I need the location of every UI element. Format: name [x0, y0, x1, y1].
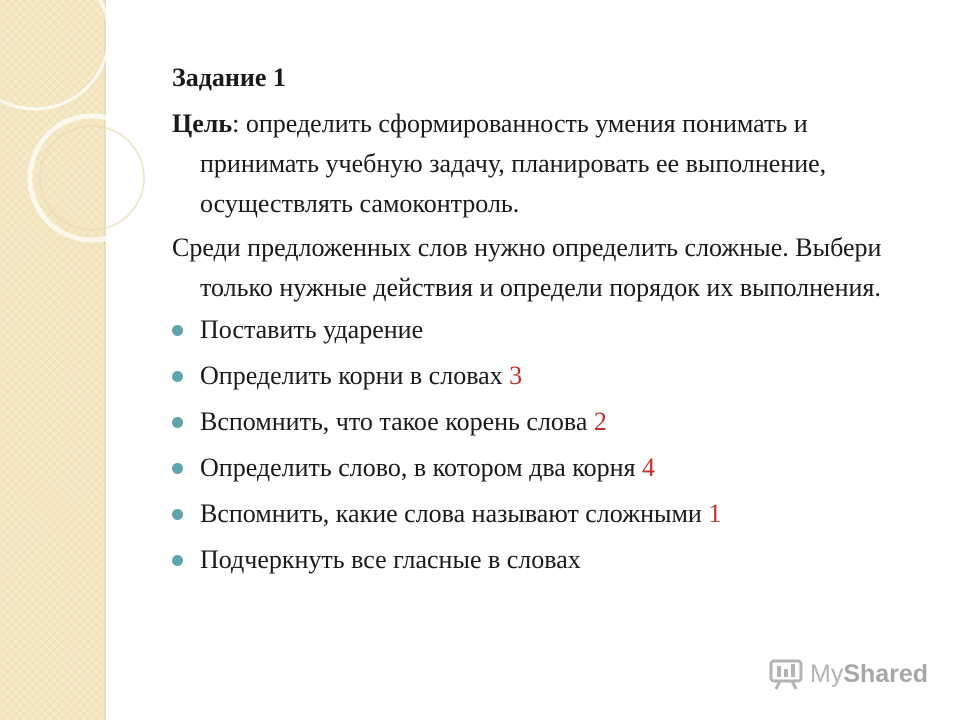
instruction-paragraph: Среди предложенных слов нужно определить сложные. Выбери только нужные действия и определи порядок их выполнения. — [172, 233, 882, 302]
ring-middle — [30, 116, 154, 240]
list-item-text: Вспомнить, какие слова называют сложными — [200, 499, 702, 528]
bullet-dot-icon — [172, 417, 183, 428]
order-number: 1 — [708, 499, 722, 528]
watermark-shared: Shared — [843, 659, 929, 688]
slide-content — [172, 60, 892, 588]
ring-top — [0, 0, 109, 109]
list-item-text: Определить корни в словах — [200, 361, 503, 390]
ring-middle-inner — [40, 126, 144, 230]
list-item — [172, 358, 892, 394]
list-item — [172, 450, 892, 486]
watermark-text — [810, 660, 928, 689]
goal-label: Цель — [172, 109, 233, 138]
goal-paragraph — [172, 104, 892, 224]
list-item-text: Подчеркнуть все гласные в словах — [200, 545, 581, 574]
task-title: Задание 1 — [172, 63, 286, 92]
bullet-dot-icon — [172, 509, 183, 520]
action-list — [172, 312, 892, 578]
list-item — [172, 404, 892, 440]
list-item-text: Поставить ударение — [200, 315, 424, 344]
list-item — [172, 496, 892, 532]
list-item — [172, 312, 892, 348]
bullet-dot-icon — [172, 371, 183, 382]
order-number: 3 — [509, 361, 523, 390]
bullet-dot-icon — [172, 463, 183, 474]
decorative-rings — [0, 0, 160, 320]
order-number: 2 — [593, 407, 607, 436]
bullet-dot-icon — [172, 325, 183, 336]
order-number: 4 — [642, 453, 655, 482]
bullet-dot-icon — [172, 555, 183, 566]
projector-icon — [768, 657, 804, 691]
mysahred-watermark[interactable] — [768, 654, 928, 694]
list-item-text: Вспомнить, что такое корень слова — [200, 407, 588, 436]
watermark-my: My — [810, 659, 844, 688]
list-item — [172, 542, 892, 578]
goal-text: : определить сформированность умения понимать и принимать учебную задачу, планировать ее выполнение, осуществлять самоконтроль. — [200, 109, 827, 218]
list-item-text: Определить слово, в котором два корня — [200, 453, 636, 482]
